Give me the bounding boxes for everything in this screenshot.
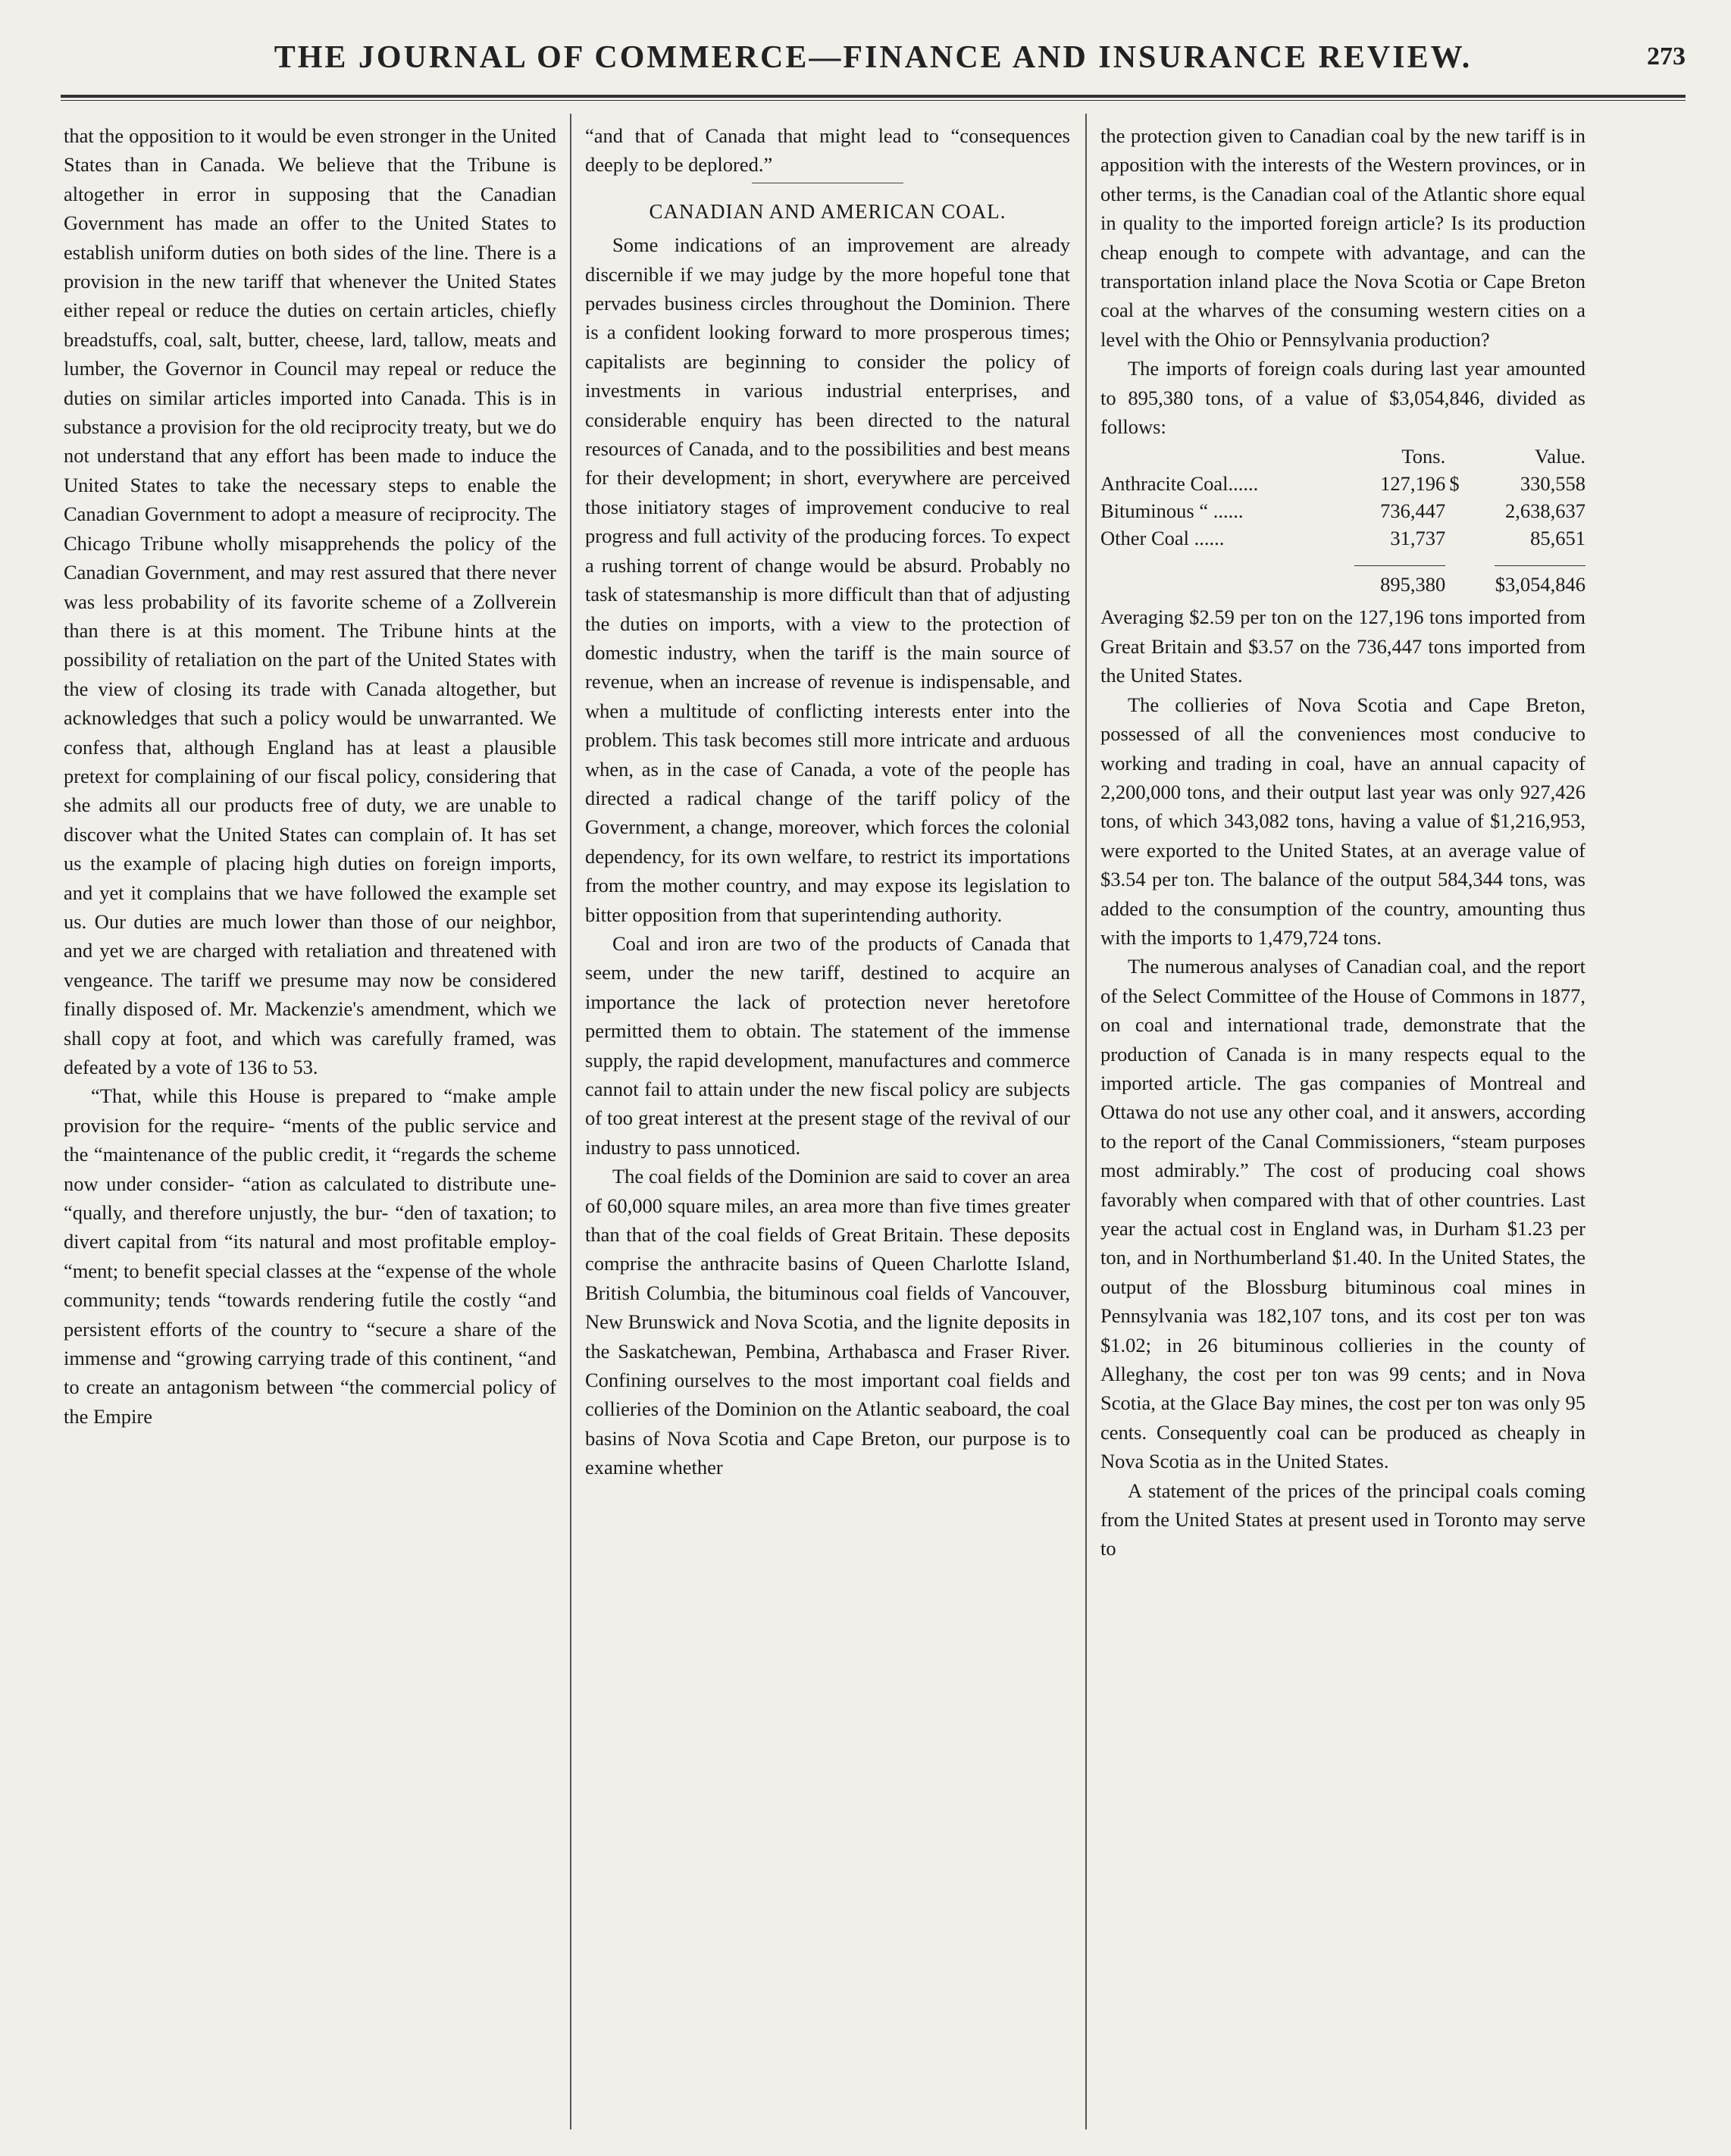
table-row [1100,470,1585,497]
coal-type: Bituminous “ ...... [1100,499,1244,523]
currency-sign: $ [1449,472,1460,496]
article-paragraph: A statement of the prices of the principal coals coming from the United States at present used in Toronto may serve to [1100,1479,1585,1560]
amendment-quote: “That, while this House is prepared to “make ample provision for the require- “ments of the public service and the “maintenance of the public credit, it “regards the scheme now under consider- “ation as calculated to distribute une- “qually, and therefore unjustly, the bur- “den of taxation; to divert capital from “its natural and most profitable employ- “ment; to benefit special classes at the “expense of the whole community; tends “towards rendering futile the costly “and persistent efforts of the country to “secure a share of the immense and “growing carrying trade of this continent, “and to create an antagonism between “the commercial policy of the Empire [64,1084,556,1428]
article-heading: CANADIAN AND AMERICAN COAL. [649,199,1006,223]
page-number: 273 [1647,42,1686,70]
table-totals-row [1100,552,1585,598]
currency-sign [1445,524,1459,552]
coal-type: Anthracite Coal...... [1100,472,1259,496]
column-1 [64,121,556,2129]
amendment-quote-end: “and that of Canada that might lead to “consequences deeply to be deplored.” [585,124,1070,177]
table-row [1100,524,1585,552]
article-paragraph: Some indications of an improvement are already discernible if we may judge by the more hopeful tone that pervades business circles throughout the Dominion. There is a confident looking forward to more prosperous times; capitalists are beginning to consider the policy of investments in various industrial enterprises, and considerable enquiry has been directed to the natural resources of Canada, and to the possibilities and best means for their development; in short, everywhere are perceived those initiatory stages of improvement conducive to real progress and full activity of the producing forces. To expect a rushing torrent of change would be absurd. Probably no task of statesmanship is more difficult than that of adjusting the duties on imports, with a view to the protection of domestic industry, when the tariff is the main source of revenue, when an increase of revenue is indispensable, and when a multitude of conflicting interests enter into the problem. This task becomes still more intricate and arduous when, as in the case of Canada, a vote of the people has directed a radical change of the tariff policy of the Government, a change, moreover, which forces the colonial dependency, for its own welfare, to restrict its importations from the mother country, and may expose its legislation to bitter opposition from that superintending authority. [585,233,1070,926]
coal-type: Other Coal ...... [1100,527,1225,550]
table-header-row [1100,443,1585,470]
table-row [1100,497,1585,524]
header-rule [61,95,1686,101]
article-paragraph: Coal and iron are two of the products of Canada that seem, under the new tariff, destined to acquire an importance the lack of protection never heretofore permitted them to obtain. The statement of the immense supply, the rapid development, manufactures and commerce cannot fail to attain under the new fiscal policy are subjects of too great interest at the present stage of the revival of our industry to pass unnoticed. [585,931,1070,1159]
column-header-value: Value. [1535,445,1585,468]
coal-value: 2,638,637 [1505,499,1585,523]
total-value: $3,054,846 [1495,565,1585,598]
coal-value: 330,558 [1520,472,1585,496]
column-divider-1 [570,114,571,2129]
article-paragraph: The numerous analyses of Canadian coal, and the report of the Select Committee of the House of Commons in 1877, on coal and international trade, demonstrate that the production of Canada is in many respects equal to the imported article. The gas companies of Montreal and Ottawa do not use any other coal, and it answers, according to the report of the Canal Commissioners, “steam purposes most admirably.” The cost of producing coal shows favorably when compared with that of other countries. Last year the actual cost in England was, in Durham $1.23 per ton, and in Northumberland $1.40. In the United States, the output of the Blossburg bituminous coal mines in Pennsylvania was 182,107 tons, and its cost per ton was $1.02; in 26 bituminous collieries in the county of Alleghany, the cost per ton was 99 cents; and in Nova Scotia, at the Glace Bay mines, the cost per ton was only 95 cents. Consequently coal can be produced as cheaply in Nova Scotia as in the United States. [1100,955,1585,1473]
article-paragraph: The imports of foreign coals during last year amounted to 895,380 tons, of a value of $3,054,846, divided as follows: [1100,357,1585,439]
article-paragraph: The coal fields of the Dominion are said to cover an area of 60,000 square miles, an area more than five times greater than that of the coal fields of Great Britain. These deposits comprise the anthracite basins of Queen Charlotte Island, British Columbia, the bituminous coal fields of Vancouver, New Brunswick and Nova Scotia, and the lignite deposits in the Saskatchewan, Pembina, Arthabasca and Fraser River. Confining ourselves to the most important coal fields and collieries of the Dominion on the Atlantic seaboard, the coal basins of Nova Scotia and Cape Breton, our purpose is to examine whether [585,1165,1070,1479]
currency-sign [1445,497,1459,524]
coal-imports-table [1100,443,1585,598]
coal-value: 85,651 [1530,527,1585,550]
total-tons: 895,380 [1354,565,1445,598]
article-paragraph: Averaging $2.59 per ton on the 127,196 tons imported from Great Britain and $3.57 on the 736,447 tons imported from the United States. [1100,605,1585,687]
journal-title: THE JOURNAL OF COMMERCE—FINANCE AND INSURANCE REVIEW. [274,40,1473,75]
article-paragraph: The collieries of Nova Scotia and Cape Breton, possessed of all the conveniences most conducive to working and trading in coal, have an annual capacity of 2,200,000 tons, and their output last year was only 927,426 tons, of which 343,082 tons, having a value of $1,216,953, were exported to the United States, at an average value of $3.54 per ton. The balance of the output 584,344 tons, was added to the consumption of the country, amounting thus with the imports to 1,479,724 tons. [1100,693,1585,949]
coal-tons: 736,447 [1380,499,1446,523]
coal-tons: 31,737 [1390,527,1446,550]
column-divider-2 [1085,114,1087,2129]
column-2 [585,121,1070,2129]
column-1-paragraph: that the opposition to it would be even stronger in the United States than in Canada. We believe that the Tribune is altogether in error in supposing that the Canadian Government has made an offer to the United States to establish uniform duties on both sides of the line. There is a provision in the new tariff that whenever the United States either repeal or reduce the duties on certain articles, chiefly breadstuffs, coal, salt, butter, cheese, lard, tallow, meats and lumber, the Governor in Council may repeal or reduce the duties on similar articles imported into Canada. This is in substance a provision for the old reciprocity treaty, but we do not understand that any effort has been made to induce the United States to take the necessary steps to enable the Canadian Government to adopt a measure of reciprocity. The Chicago Tribune wholly misapprehends the policy of the Canadian Government, and may rest assured that there never was less probability of its favorite scheme of a Zollverein than there is at this moment. The Tribune hints at the possibility of retaliation on the part of the United States with the view of closing its trade with Canada altogether, but acknowledges that such a policy would be unwarranted. We confess that, although England has at least a plausible pretext for complaining of our fiscal policy, considering that she admits all our products free of duty, we are unable to discover what the United States can complain of. It has set us the example of placing high duties on foreign imports, and yet it complains that we have followed the example set us. Our duties are much lower than those of our neighbor, and yet we are charged with retaliation and threatened with vengeance. The tariff we presume may now be considered finally disposed of. Mr. Mackenzie's amendment, which we shall copy at foot, and which was carefully framed, was defeated by a vote of 136 to 53. [64,124,556,1078]
page-header [61,39,1686,100]
article-paragraph: the protection given to Canadian coal by the new tariff is in apposition with the interests of the Western provinces, or in other terms, is the Canadian coal of the Atlantic shore equal in quality to the imported foreign article? Is its production cheap enough to compete with advantage, and can the transportation inland place the Nova Scotia or Cape Breton coal at the wharves of the consuming western cities on a level with the Ohio or Pennsylvania production? [1100,124,1585,351]
column-header-tons: Tons. [1401,445,1446,468]
coal-tons: 127,196 [1380,472,1446,496]
column-3 [1100,121,1585,2129]
